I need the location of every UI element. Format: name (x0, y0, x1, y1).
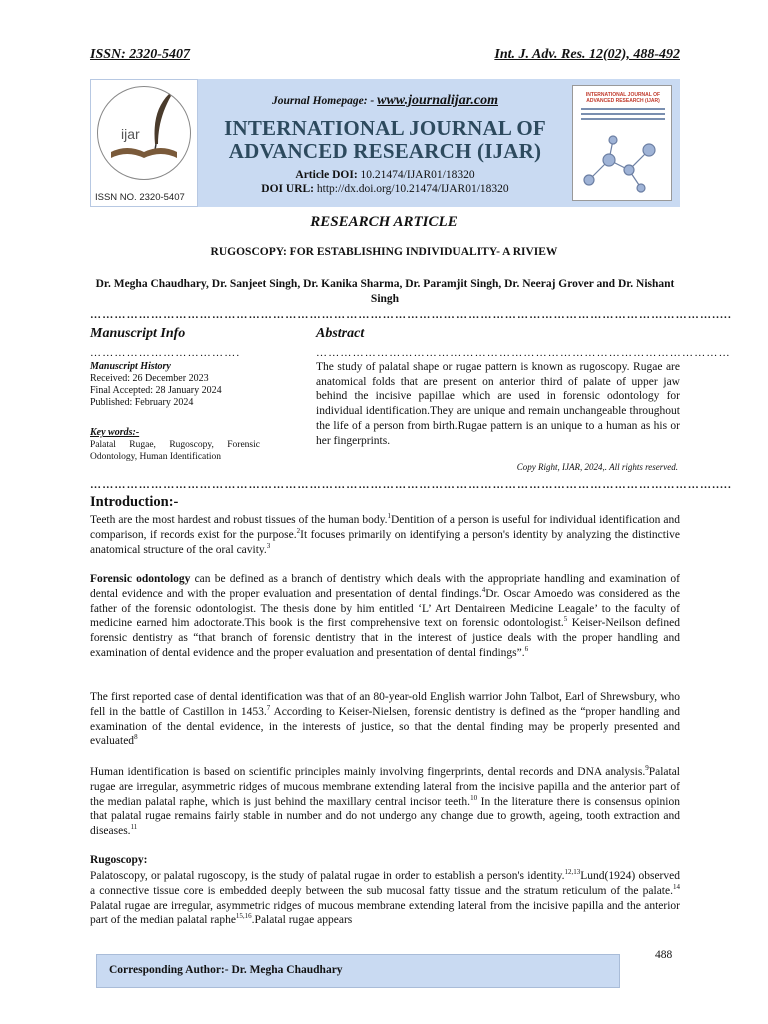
running-header (90, 47, 680, 63)
manuscript-info (90, 361, 260, 463)
text: Keiser-Neilson defined forensic dentistry as “that branch of forensic dentistry that in the interest of justice deals with the proper handling and examination of dental evidence and the proper evaluation and presentation of dental findings”. (90, 617, 680, 659)
text: Dentition of a person is useful for individual identification and comparison, if records exist for the purpose. (90, 514, 680, 541)
homepage-label: Journal Homepage: - (272, 95, 378, 107)
citation-ref: 12,13 (564, 868, 581, 877)
accepted-date: Final Accepted: 28 January 2024 (90, 385, 222, 396)
molecule-icon (579, 130, 667, 196)
banner-center (198, 79, 572, 207)
doi-block (198, 168, 572, 196)
text: Dr. Oscar Amoedo was considered as the father of the forensic odontologist. The thesis done by him entitled ‘L’ Art Dentaireen Medicine Leagale’ to the faculty of medicine earned him adoctorate.This book is the first comprehensive text on forensic odontologist. (90, 587, 680, 630)
divider: ………………………………………………………………………………………… (316, 347, 731, 359)
manuscript-info-heading: Manuscript Info (90, 326, 186, 341)
text: According to Keiser-Nielsen, forensic dentistry is defined as the “proper handling and examination of the dental evidence, in the interests of justice, so that the dental finding may be properly presented and evaluated (90, 705, 680, 748)
article-doi: 10.21474/IJAR01/18320 (360, 169, 475, 181)
rugoscopy-heading: Rugoscopy: (90, 854, 148, 866)
journal-name (198, 117, 572, 163)
received-date: Received: 26 December 2023 (90, 373, 209, 384)
citation-ref: 5 (563, 615, 568, 624)
text: Lund(1924) observed a connective tissue core is embedded deeply between the sub mucosal fatty tissue and the stratum reticulum of the palate. (90, 870, 680, 897)
cover-title: INTERNATIONAL JOURNAL OF ADVANCED RESEARCH (IJAR) (585, 92, 661, 104)
citation-ref: 7 (266, 703, 271, 712)
text: Palatal rugae are irregular, asymmetric ridges of mucous membrane extending lateral from the incisive papilla and the anterior part of the median palatal raphe (90, 899, 680, 927)
text: .Palatal rugae appears (251, 914, 353, 927)
history-label: Manuscript History (90, 361, 171, 372)
citation-ref: 9 (645, 764, 649, 773)
paragraph-5 (90, 869, 680, 928)
text: can be defined as a branch of dentistry which deals with the appropriate handling and examination of dental evidence and with the proper evaluation and presentation of dental findings. (90, 573, 681, 600)
citation-ref: 10 (470, 793, 478, 802)
doi-url-link[interactable]: http://dx.doi.org/10.21474/IJAR01/18320 (316, 183, 509, 195)
text: Teeth are the most hardest and robust tissues of the human body. (90, 514, 388, 526)
divider: ………………………………. (90, 347, 241, 359)
text: Palatoscopy, or palatal rugoscopy, is the study of palatal rugae in order to establish a person's identity. (90, 870, 565, 882)
corresponding-author: Corresponding Author:- Dr. Megha Chaudhary (109, 964, 343, 976)
paragraph-1 (90, 513, 680, 557)
text: Palatal rugae are irregular, asymmetric ridges of mucous membrane extending lateral from the incisive papilla and the anterior part of the median palatal raphe, which is just behind the maxillary central incisor teeth. (90, 766, 680, 808)
author-list: Dr. Megha Chaudhary, Dr. Sanjeet Singh, Dr. Kanika Sharma, Dr. Paramjit Singh, Dr. Neeraj Grover and Dr. Nishant Singh (95, 278, 675, 305)
citation-ref: 14 (673, 882, 680, 891)
abstract-heading: Abstract (316, 326, 365, 341)
cover-text-lines (581, 108, 665, 126)
journal-name-line1: INTERNATIONAL JOURNAL OF (224, 116, 546, 140)
journal-banner (90, 79, 680, 207)
article-doi-label: Article DOI: (295, 169, 358, 181)
citation-ref: 8 (134, 733, 138, 742)
citation-ref: 1 (387, 512, 391, 521)
text: The first reported case of dental identification was that of an 80-year-old English warrior John Talbot, Earl of Shrewsbury, who fell in the battle of Castillon in 1453. (90, 691, 680, 718)
paragraph-3 (90, 690, 680, 749)
journal-logo (90, 79, 198, 207)
copyright: Copy Right, IJAR, 2024,. All rights reserved. (516, 462, 678, 472)
citation-ref: 11 (130, 823, 138, 832)
doi-url-label: DOI URL: (261, 183, 315, 195)
logo-text: ijar (121, 126, 140, 142)
text: Human identification is based on scientific principles mainly involving fingerprints, dental records and DNA analysis. (90, 766, 646, 778)
journal-name-line2: ADVANCED RESEARCH (IJAR) (228, 139, 542, 163)
paragraph-2 (90, 572, 680, 661)
journal-cover-thumbnail (572, 85, 672, 201)
text: In the literature there is consensus opinion that palatal rugae remains fairly stable in number and do not undergo any change due to growth, ageing, tooth extraction and diseases. (90, 795, 680, 838)
article-type: RESEARCH ARTICLE (310, 214, 458, 230)
corresponding-author-box (96, 954, 620, 988)
journal-homepage (198, 93, 572, 109)
divider: ………………………………………………………………………………………………………………………………………..... (90, 309, 732, 321)
text: It focuses primarily on identifying a person's identity by analyzing the distinctive anatomical structure of the oral cavity. (90, 528, 681, 556)
citation-ref: 4 (481, 585, 486, 594)
logo-issn: ISSN NO. 2320-5407 (95, 192, 185, 203)
citation-ref: 3 (266, 541, 271, 550)
citation-ref: 2 (296, 526, 301, 535)
keywords: Palatal Rugae, Rugoscopy, Forensic Odontology, Human Identification (90, 440, 260, 462)
page-number: 488 (655, 949, 673, 961)
paper-title: RUGOSCOPY: FOR ESTABLISHING INDIVIDUALITY- A RIVIEW (210, 246, 558, 258)
issn-label: ISSN: 2320-5407 (90, 47, 190, 62)
citation-ref: 15,16 (235, 912, 252, 921)
introduction-heading: Introduction:- (90, 494, 179, 510)
term-forensic-odontology: Forensic odontology (90, 573, 191, 585)
journal-citation: Int. J. Adv. Res. 12(02), 488-492 (494, 47, 680, 62)
homepage-link[interactable]: www.journalijar.com (377, 93, 498, 108)
citation-ref: 6 (524, 645, 529, 654)
abstract-text: The study of palatal shape or rugae pattern is known as rugoscopy. Rugae are anatomical folds that are present on anterior third of palate of upper jaw behind the incisive papillae which are used in forensic odontology for individual identification.They are unique and remain unchangeable throughout the life of a person from birth.Rugae pattern is an unique to a human as his or her fingerprints. (316, 361, 680, 447)
divider: ………………………………………………………………………………………………………………………………………..... (90, 479, 732, 491)
paragraph-4 (90, 765, 680, 839)
published-date: Published: February 2024 (90, 397, 194, 408)
book-icon (109, 140, 179, 162)
keywords-label: Key words:- (90, 427, 140, 438)
